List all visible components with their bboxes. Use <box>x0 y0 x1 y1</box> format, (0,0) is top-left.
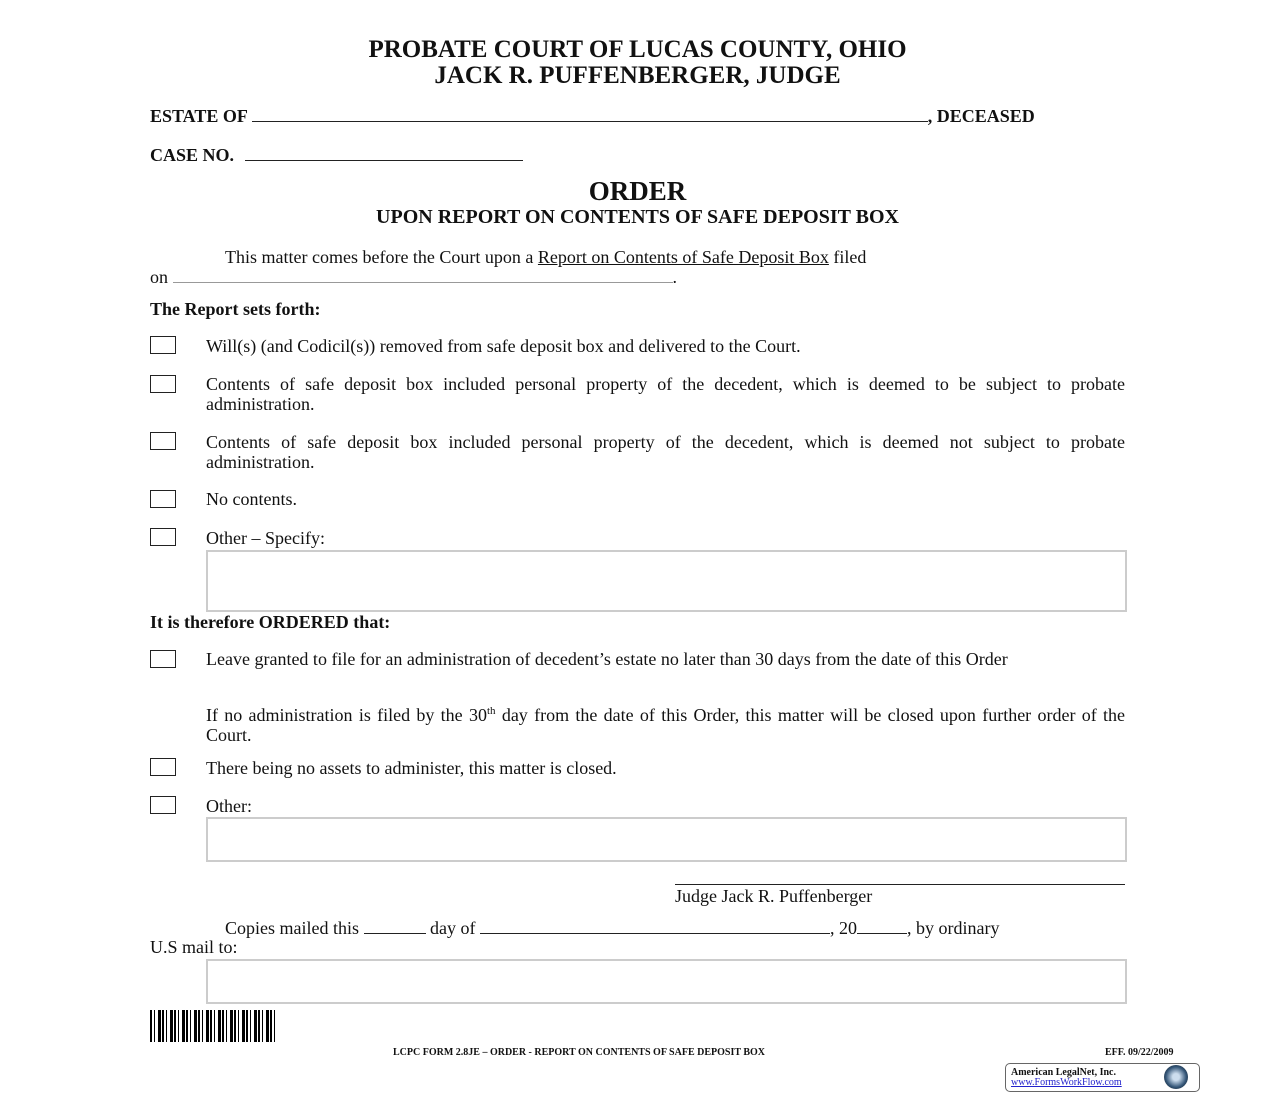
logo-url-link[interactable]: www.FormsWorkFlow.com <box>1011 1077 1122 1088</box>
checkbox-order-other[interactable] <box>150 796 176 814</box>
note-b: day from the date of this Order, this matter will be closed upon further order of the Court. <box>206 705 1125 745</box>
copies-year-field[interactable] <box>857 919 907 934</box>
note-sup: th <box>486 705 496 717</box>
order-subtitle: UPON REPORT ON CONTENTS OF SAFE DEPOSIT BOX <box>376 206 899 228</box>
american-legalnet-logo <box>1005 1063 1200 1092</box>
report-link: Report on Contents of Safe Deposit Box <box>537 247 829 267</box>
logo-name: American LegalNet, Inc. <box>1011 1067 1116 1078</box>
judge-title: JACK R. PUFFENBERGER, JUDGE <box>434 62 841 89</box>
report-item-no-contents: No contents. <box>206 489 297 509</box>
estate-line <box>150 106 1035 127</box>
copies-mail-to: U.S mail to: <box>150 937 238 957</box>
barcode <box>150 1010 278 1042</box>
intro-text <box>225 247 866 268</box>
report-item-wills: Will(s) (and Codicil(s)) removed from safe deposit box and delivered to the Court. <box>206 336 801 356</box>
checkbox-wills[interactable] <box>150 336 176 354</box>
report-heading: The Report sets forth: <box>150 299 321 319</box>
order-note <box>206 701 1125 745</box>
filed-date-field[interactable] <box>173 268 673 283</box>
on-label: on <box>150 267 168 287</box>
checkbox-not-subject-probate[interactable] <box>150 432 176 450</box>
order-other-textbox[interactable] <box>206 817 1127 862</box>
estate-label: ESTATE OF <box>150 106 248 126</box>
copies-a: Copies mailed this <box>225 918 359 938</box>
copies-c: , 20 <box>829 918 857 938</box>
note-a: If no administration is filed by the 30 <box>206 705 487 725</box>
case-label: CASE NO. <box>150 145 235 165</box>
copies-b: day of <box>430 918 476 938</box>
order-item-leave: Leave granted to file for an administration of decedent’s estate no later than 30 days from the date of this Order <box>206 649 1008 669</box>
filed-on-line <box>150 267 677 288</box>
report-item-other: Other – Specify: <box>206 528 325 548</box>
copies-d: , by ordinary <box>906 918 1000 938</box>
copies-month-field[interactable] <box>480 919 830 934</box>
intro-lead: This matter comes before the Court upon a <box>225 247 534 267</box>
copies-day-field[interactable] <box>364 919 426 934</box>
order-item-no-assets: There being no assets to administer, this matter is closed. <box>206 758 617 778</box>
case-line <box>150 145 523 166</box>
period: . <box>672 267 677 287</box>
court-title: PROBATE COURT OF LUCAS COUNTY, OHIO <box>368 36 907 63</box>
deceased-label: , DECEASED <box>927 106 1035 126</box>
estate-name-field[interactable] <box>252 107 928 122</box>
other-specify-textbox[interactable] <box>206 550 1127 612</box>
checkbox-other-specify[interactable] <box>150 528 176 546</box>
footer-effective-date: EFF. 09/22/2009 <box>1105 1047 1174 1058</box>
order-item-other: Other: <box>206 796 252 816</box>
order-title: ORDER <box>588 176 687 206</box>
checkbox-no-assets[interactable] <box>150 758 176 776</box>
intro-filed: filed <box>833 247 867 267</box>
checkbox-subject-probate[interactable] <box>150 375 176 393</box>
checkbox-leave-granted[interactable] <box>150 650 176 668</box>
mail-to-textbox[interactable] <box>206 959 1127 1004</box>
judge-signature-name: Judge Jack R. Puffenberger <box>675 886 873 906</box>
footer-form-id: LCPC FORM 2.8JE – ORDER - REPORT ON CONTENTS OF SAFE DEPOSIT BOX <box>393 1047 766 1058</box>
signature-line <box>675 884 1125 885</box>
case-number-field[interactable] <box>245 146 523 161</box>
report-item-not-subject: Contents of safe deposit box included personal property of the decedent, which is deemed not subject to probate administration. <box>206 432 1125 472</box>
report-item-subject: Contents of safe deposit box included personal property of the decedent, which is deemed to be subject to probate administration. <box>206 374 1125 414</box>
globe-icon <box>1164 1065 1188 1089</box>
checkbox-no-contents[interactable] <box>150 490 176 508</box>
copies-line <box>225 918 999 939</box>
order-heading: It is therefore ORDERED that: <box>150 612 391 632</box>
